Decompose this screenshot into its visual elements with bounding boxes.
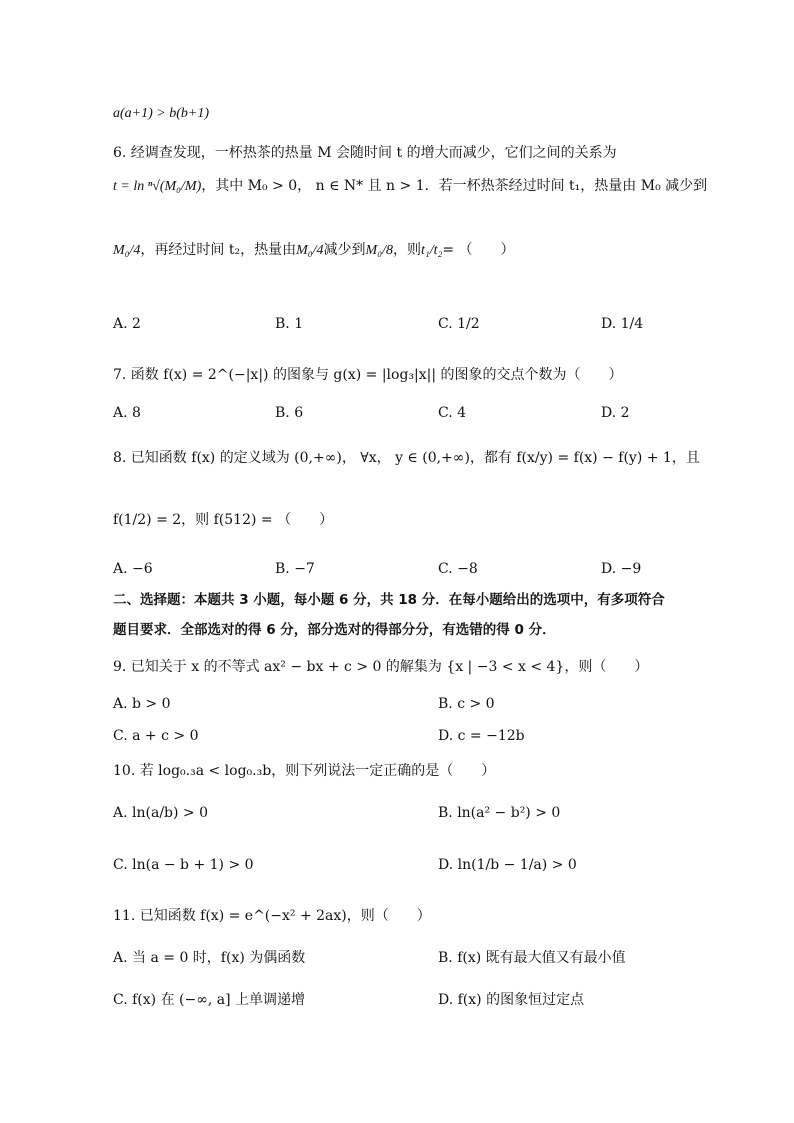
q6-option-b[interactable]: B. 1 xyxy=(275,316,304,332)
q7-stem: 7. 函数 f(x) = 2^(−|x|) 的图象与 g(x) = |log₃|x|| 的图象的交点个数为（ ） xyxy=(113,367,623,383)
q10-option-a[interactable]: A. ln(a/b) > 0 xyxy=(113,805,208,821)
q10-option-d[interactable]: D. ln(1/b − 1/a) > 0 xyxy=(438,857,577,873)
q7-option-b[interactable]: B. 6 xyxy=(275,405,304,421)
section2-heading-line2: 题目要求．全部选对的得 6 分，部分选对的得部分分，有选错的得 0 分． xyxy=(113,622,556,638)
q6-frac-m0-4: M₀/4 xyxy=(113,243,141,258)
q6-stem-line2 xyxy=(113,178,707,196)
q6-text-then2: ，则 xyxy=(392,242,421,258)
q9-option-d[interactable]: D. c = −12b xyxy=(438,728,525,744)
q6-option-c[interactable]: C. 1/2 xyxy=(438,316,480,332)
q8-stem-line2: f(1/2) = 2，则 f(512) = （ ） xyxy=(113,512,334,528)
q10-option-b[interactable]: B. ln(a² − b²) > 0 xyxy=(438,805,561,821)
q6-option-a[interactable]: A. 2 xyxy=(113,316,141,332)
q7-option-d[interactable]: D. 2 xyxy=(601,405,630,421)
q6-text-reduce: 减少到 xyxy=(323,242,366,258)
q6-text-blank: = （ ） xyxy=(442,242,515,258)
q11-option-d[interactable]: D. f(x) 的图象恒过定点 xyxy=(438,992,585,1008)
q6-text-then: ，再经过时间 t₂，热量由 xyxy=(140,242,297,258)
q6-option-d[interactable]: D. 1/4 xyxy=(601,316,644,332)
q8-option-c[interactable]: C. −8 xyxy=(438,561,478,577)
q6-stem-line1: 6. 经调查发现，一杯热茶的热量 M 会随时间 t 的增大而减少，它们之间的关系为 xyxy=(113,145,617,161)
q10-option-c[interactable]: C. ln(a − b + 1) > 0 xyxy=(113,857,254,873)
q6-formula: t = ln ⁿ√(M₀/M) xyxy=(113,179,202,194)
q6-frac-m0-8: M₀/8 xyxy=(365,243,393,258)
q9-option-a[interactable]: A. b > 0 xyxy=(113,696,171,712)
section2-heading-line1: 二、选择题：本题共 3 小题，每小题 6 分，共 18 分．在每小题给出的选项中，有多项符合 xyxy=(113,592,665,608)
q11-option-b[interactable]: B. f(x) 既有最大值又有最小值 xyxy=(438,950,626,966)
q11-option-c[interactable]: C. f(x) 在 (−∞, a] 上单调递增 xyxy=(113,992,306,1008)
q7-option-a[interactable]: A. 8 xyxy=(113,405,141,421)
q8-stem-line1: 8. 已知函数 f(x) 的定义域为 (0,+∞)， ∀x， y ∈ (0,+∞)，都有 f(x/y) = f(x) − f(y) + 1，且 xyxy=(113,450,700,466)
q6-stem-line3 xyxy=(113,242,515,260)
top-inequality: a(a+1) > b(b+1) xyxy=(113,106,209,121)
q11-stem: 11. 已知函数 f(x) = e^(−x² + 2ax)，则（ ） xyxy=(113,908,431,924)
q11-option-a[interactable]: A. 当 a = 0 时，f(x) 为偶函数 xyxy=(113,950,306,966)
q7-option-c[interactable]: C. 4 xyxy=(438,405,467,421)
q8-option-a[interactable]: A. −6 xyxy=(113,561,153,577)
q6-frac-m0-4b: M₀/4 xyxy=(296,243,324,258)
q9-option-c[interactable]: C. a + c > 0 xyxy=(113,728,199,744)
q6-condition: ，其中 M₀ > 0， n ∈ N* 且 n > 1．若一杯热茶经过时间 t₁，热量由 M₀ 减少到 xyxy=(201,178,708,194)
q10-stem: 10. 若 log₀.₃a < log₀.₃b，则下列说法一定正确的是（ ） xyxy=(113,763,496,779)
q8-option-b[interactable]: B. −7 xyxy=(275,561,315,577)
q8-option-d[interactable]: D. −9 xyxy=(601,561,642,577)
q9-stem: 9. 已知关于 x 的不等式 ax² − bx + c > 0 的解集为 {x | −3 < x < 4}，则（ ） xyxy=(113,659,649,675)
q9-option-b[interactable]: B. c > 0 xyxy=(438,696,495,712)
q6-frac-t1-t2: t₁/t₂ xyxy=(420,243,443,258)
